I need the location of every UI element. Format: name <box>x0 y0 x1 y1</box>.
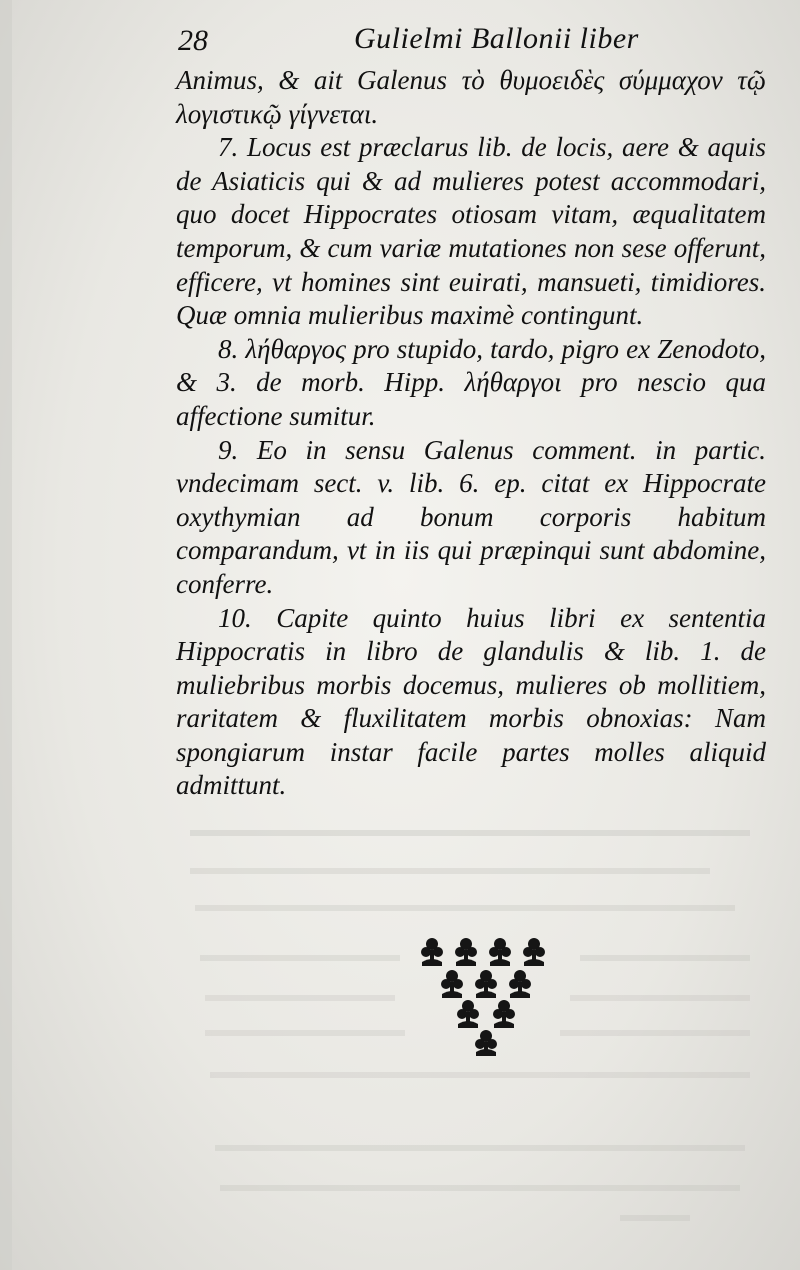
annotation-9: 9. Eo in sensu Galenus comment. in partic. vndecimam sect. v. lib. 6. ep. citat ex Hippocrate oxythymian ad bonum corporis habitum comparandum, vt in iis qui præpinqui sunt abdomine, conferre. <box>176 434 766 599</box>
fleuron-row-2 <box>441 970 531 998</box>
paragraph-continuation: Animus, & ait Galenus τὸ θυμοειδὲς σύμμαχον τῷ λογιστικῷ γίγνεται. <box>176 65 766 129</box>
fleuron-row-3 <box>457 1000 515 1028</box>
fleuron-row-4 <box>475 1030 497 1056</box>
page-header <box>178 18 778 58</box>
fleuron-row-1 <box>421 938 545 966</box>
page-number: 28 <box>178 24 208 57</box>
annotation-10: 10. Capite quinto huius libri ex sententia Hippocratis in libro de glandulis & lib. 1. de muliebribus morbis docemus, mulieres ob mollitiem, raritatem & fluxilitatem morbis obnoxias: Nam spongiarum instar facile partes molles aliquid admittunt. <box>176 602 766 801</box>
annotation-8: 8. λήθαργος pro stupido, tardo, pigro ex Zenodoto, & 3. de morb. Hipp. λήθαργοι pro nescio qua affectione sumitur. <box>176 333 766 431</box>
running-head: Gulielmi Ballonii liber <box>354 22 639 55</box>
body-text <box>176 64 766 803</box>
annotation-7: 7. Locus est præclarus lib. de locis, aere & aquis de Asiaticis qui & ad mulieres potest accommodari, quo docet Hippocrates otiosam vitam, æqualitatem temporum, & cum variæ mutationes non sese offerunt, efficere, vt homines sint euirati, mansueti, timidiores. Quæ omnia mulieribus maximè contingunt. <box>176 132 766 331</box>
fleuron-ornament <box>418 930 558 1060</box>
